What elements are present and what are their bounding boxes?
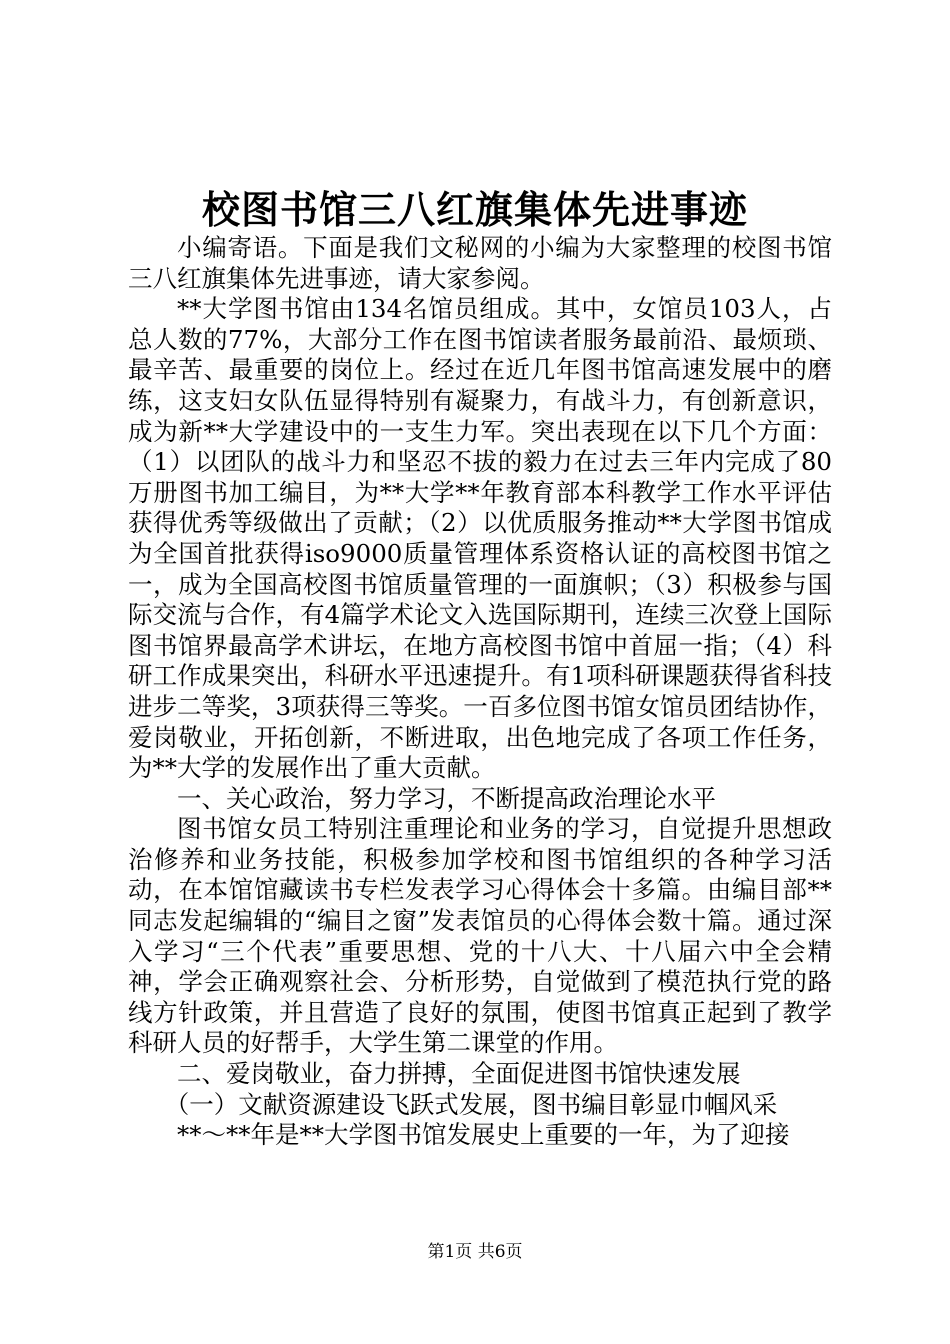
- paragraph-development: **～**年是**大学图书馆发展史上重要的一年，为了迎接: [177, 1120, 790, 1150]
- subsection-heading-1: （一）文献资源建设飞跃式发展，图书编目彰显巾帼风采: [164, 1089, 778, 1119]
- paragraph-overview: **大学图书馆由134名馆员组成。其中，女馆员103人，占总人数的77%，大部分工作在图书馆读者服务最前沿、最烦琐、最辛苦、最重要的岗位上。经过在近几年图书馆高速发展中的磨练，这支妇女队伍显得特别有凝聚力，有战斗力，有创新意识，成为新**大学建设中的一支生力军。突出表现在以下几个方面：（1）以团队的战斗力和坚忍不拔的毅力在过去三年内完成了80万册图书加工编目，为**大学**年教育部本科教学工作水平评估获得优秀等级做出了贡献；（2）以优质服务推动**大学图书馆成为全国首批获得iso9000质量管理体系资格认证的高校图书馆之一，成为全国高校图书馆质量管理的一面旗帜；（3）积极参与国际交流与合作，有4篇学术论文入选国际期刊，连续三次登上国际图书馆界最高学术讲坛，在地方高校图书馆中首屈一指；（4）科研工作成果突出，科研水平迅速提升。有1项科研课题获得省科技进步二等奖，3项获得三等奖。一百多位图书馆女馆员团结协作，爱岗敬业，开拓创新，不断进取，出色地完成了各项工作任务，为**大学的发展作出了重大贡献。: [128, 294, 832, 783]
- document-body: [128, 233, 832, 1151]
- section-heading-2: 二、爱岗敬业，奋力拼搏，全面促进图书馆快速发展: [177, 1059, 741, 1089]
- section-heading-1: 一、关心政治，努力学习，不断提高政治理论水平: [177, 783, 716, 813]
- paragraph-study: 图书馆女员工特别注重理论和业务的学习，自觉提升思想政治修养和业务技能，积极参加学校和图书馆组织的各种学习活动，在本馆馆藏读书专栏发表学习心得体会十多篇。由编目部**同志发起编辑的“编目之窗”发表馆员的心得体会数十篇。通过深入学习“三个代表”重要思想、党的十八大、十八届六中全会精神，学会正确观察社会、分析形势，自觉做到了模范执行党的路线方针政策，并且营造了良好的氛围，使图书馆真正起到了教学科研人员的好帮手，大学生第二课堂的作用。: [128, 814, 832, 1058]
- page-footer: 第1页 共6页: [427, 1242, 523, 1262]
- document-title: 校图书馆三八红旗集体先进事迹: [201, 187, 748, 232]
- paragraph-intro: 小编寄语。下面是我们文秘网的小编为大家整理的校图书馆三八红旗集体先进事迹，请大家参阅。: [128, 233, 832, 293]
